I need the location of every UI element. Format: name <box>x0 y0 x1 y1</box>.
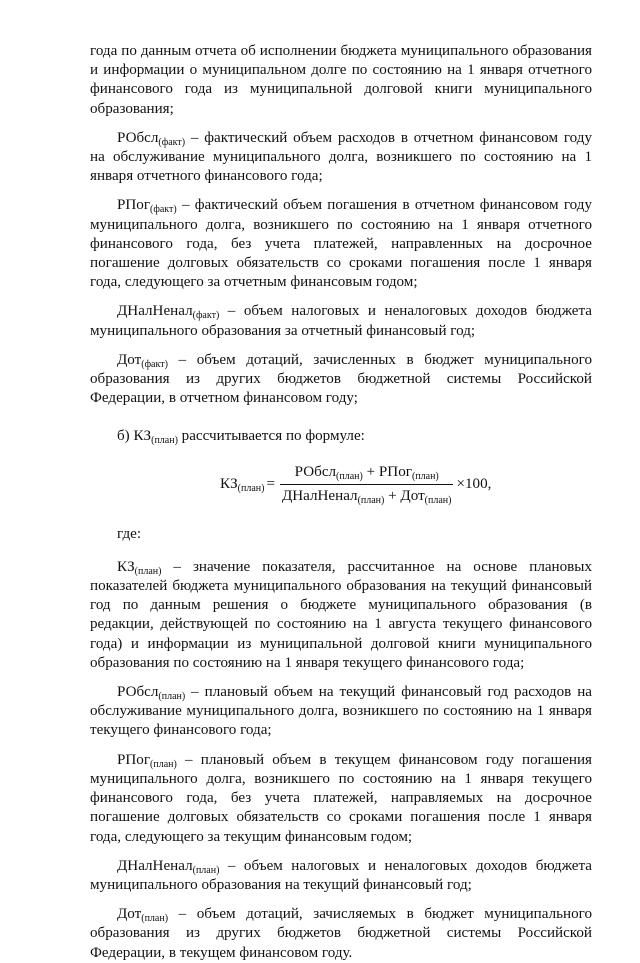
formula-numerator <box>293 463 441 484</box>
definition-rpog-plan <box>90 751 592 847</box>
numerator-term-a-subscript: (план) <box>336 470 363 482</box>
numerator-plus: + <box>362 463 379 480</box>
symbol: ДНалНенал <box>117 303 193 320</box>
symbol: КЗ <box>117 558 135 575</box>
where-label: где: <box>117 525 142 542</box>
formula-equals: = <box>266 475 275 492</box>
symbol: Дот <box>117 351 142 368</box>
formula-intro-post: рассчитывается по формуле: <box>177 428 365 445</box>
formula <box>220 463 491 506</box>
symbol-subscript: (факт) <box>150 204 177 216</box>
numerator-term-b-subscript: (план) <box>411 470 439 482</box>
symbol: ДНалНенал <box>117 857 193 874</box>
definition-text: – значение показателя, рассчитанное на основе плановых показателей бюджета муниципального образования на текущий финансовый год по данным решения о бюджете муниципального образования (в редакции, действующей по состоянию на 1 августа текущего финансового года) и информации из муниципальной долговой книги муниципального образования по состоянию на 1 января текущего финансового года; <box>90 558 592 671</box>
symbol: Дот <box>117 906 142 923</box>
denominator-term-a-subscript: (план) <box>357 494 385 506</box>
document-page <box>90 42 592 963</box>
symbol: РОбсл <box>117 684 159 701</box>
formula-intro <box>90 427 592 446</box>
definition-text: – плановый объем на текущий финансовый год расходов на обслуживание муниципального долга, возникшего по состоянию на 1 января текущего финансового года; <box>90 684 592 739</box>
formula-intro-pre: б) КЗ <box>117 428 152 445</box>
numerator-term-b: РПог <box>378 463 412 480</box>
definition-dot-fact <box>90 351 592 409</box>
definition-dnalnenal-fact <box>90 302 592 340</box>
paragraph-continuation: года по данным отчета об исполнении бюджета муниципального образования и информации о муниципальном долге по состоянию на 1 января отчетного финансового года из муниципальной долговой книги муниципального образования; <box>90 43 592 117</box>
definition-text: – объем налоговых и неналоговых доходов бюджета муниципального образования на текущий финансовый год; <box>90 857 592 893</box>
definition-text: – объем налоговых и неналоговых доходов бюджета муниципального образования за отчетный финансовый год; <box>90 303 592 339</box>
definition-rpog-fact <box>90 196 592 292</box>
formula-lhs-symbol: КЗ <box>220 475 238 492</box>
formula-block <box>90 451 592 525</box>
definition-robsl-fact <box>90 129 592 187</box>
symbol-subscript: (план) <box>150 758 177 770</box>
symbol: РПог <box>117 751 151 768</box>
denominator-term-b-subscript: (план) <box>424 494 452 506</box>
symbol-subscript: (план) <box>192 864 220 876</box>
symbol-subscript: (план) <box>141 913 169 925</box>
symbol-subscript: (факт) <box>192 310 220 322</box>
symbol-subscript: (план) <box>134 565 162 577</box>
numerator-term-a: РОбсл <box>294 463 337 480</box>
formula-denominator <box>280 484 454 506</box>
definition-text: – фактический объем погашения в отчетном финансовом году муниципального долга, возникшего по состоянию на 1 января отчетного финансового года, без учета платежей, направленных на досрочное погашение долговых обязательств со сроками погашения после 1 января года, следующего за отчетным финансовым годом; <box>90 197 592 291</box>
formula-lhs <box>220 475 264 494</box>
symbol-subscript: (план) <box>158 691 186 703</box>
definition-dot-plan <box>90 905 592 963</box>
definition-text: – объем дотаций, зачисленных в бюджет муниципального образования из других бюджетов бюджетной системы Российской Федерации, в отчетном финансовом году; <box>90 351 592 407</box>
definition-dnalnenal-plan <box>90 857 592 895</box>
definition-text: – объем дотаций, зачисляемых в бюджет муниципального образования из других бюджетов бюджетной системы Российской Федерации, в текущем финансовом году. <box>90 906 592 961</box>
denominator-plus: + <box>384 487 401 504</box>
symbol: РПог <box>117 197 151 214</box>
denominator-term-b: Дот <box>400 487 425 504</box>
symbol: РОбсл <box>117 129 159 146</box>
formula-tail: ×100, <box>456 475 492 492</box>
formula-lhs-subscript: (план) <box>237 482 265 494</box>
definition-robsl-plan <box>90 683 592 741</box>
formula-intro-subscript: (план) <box>151 435 178 447</box>
definition-text: – фактический объем расходов в отчетном финансовом году на обслуживание муниципального долга, возникшего по состоянию на 1 января отчетного финансового года; <box>90 129 592 185</box>
formula-fraction <box>280 463 454 506</box>
denominator-term-a: ДНалНенал <box>281 487 358 504</box>
symbol-subscript: (факт) <box>158 136 186 148</box>
definition-kz-plan <box>90 558 592 673</box>
symbol-subscript: (факт) <box>141 358 168 370</box>
definition-text: – плановый объем в текущем финансовом году погашения муниципального долга, возникшего по состоянию на 1 января текущего финансового года, без учета платежей, направляемых на досрочное погашение долговых обязательств со сроками погашения после 1 января года, следующего за текущим финансовым годом; <box>90 751 592 845</box>
